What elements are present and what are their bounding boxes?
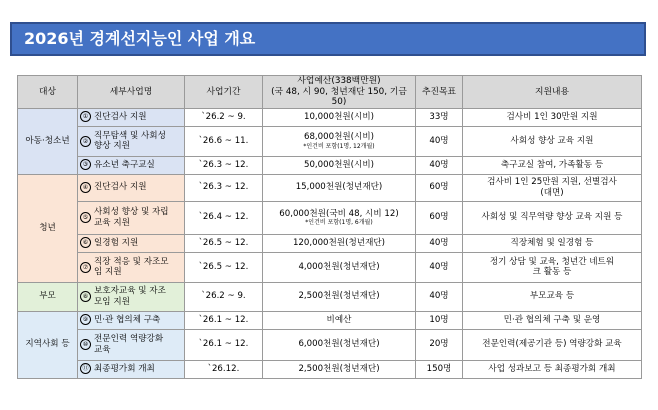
support: 정기 상담 및 교육, 청년간 네트워크 활동 등 — [463, 252, 642, 282]
number-badge: ⑥ — [80, 237, 91, 248]
number-badge: ⑦ — [80, 262, 91, 273]
support: 직장체험 및 일경험 등 — [463, 234, 642, 252]
header-budget-line1: 사업예산(338백만원) — [297, 76, 381, 86]
table-row — [18, 108, 642, 126]
support: 사회성 및 직무역량 향상 교육 지원 등 — [463, 201, 642, 234]
support: 전문인력(제공기관 등) 역량강화 교육 — [463, 329, 642, 360]
budget: 15,000천원(청년재단) — [263, 174, 416, 201]
budget: 비예산 — [263, 311, 416, 329]
goal: 60명 — [416, 174, 463, 201]
project-name: ②직무탐색 및 사회성 향상 지원 — [78, 126, 185, 156]
table-row — [18, 282, 642, 311]
group-target-local: 지역사회 등 — [18, 311, 78, 378]
budget: 50,000천원(시비) — [263, 156, 416, 174]
support: 부모교육 등 — [463, 282, 642, 311]
budget: 68,000천원(시비) *인건비 포함(1명, 12개월) — [263, 126, 416, 156]
header-goal: 추진목표 — [416, 76, 463, 109]
project-name: ⑥ 일경험 지원 — [78, 234, 185, 252]
budget: 4,000천원(청년재단) — [263, 252, 416, 282]
period: `26.1 ~ 12. — [185, 311, 263, 329]
period: `26.1 ~ 12. — [185, 329, 263, 360]
number-badge: ③ — [80, 159, 91, 170]
period: `26.3 ~ 12. — [185, 156, 263, 174]
period: `26.3 ~ 12. — [185, 174, 263, 201]
header-target: 대상 — [18, 76, 78, 109]
budget-note: *인건비 포함(1명, 12개월) — [303, 142, 375, 150]
budget: 2,500천원(청년재단) — [263, 360, 416, 378]
period: `26.12. — [185, 360, 263, 378]
support: 검사비 1인 30만원 지원 — [463, 108, 642, 126]
table-row — [18, 360, 642, 378]
table-row — [18, 126, 642, 156]
number-badge: ④ — [80, 182, 91, 193]
project-name: ⑩전문인력 역량강화 교육 — [78, 329, 185, 360]
budget: 10,000천원(시비) — [263, 108, 416, 126]
number-badge: ① — [80, 111, 91, 122]
header-period: 사업기간 — [185, 76, 263, 109]
project-name: ⑧보호자교육 및 자조모임 지원 — [78, 282, 185, 311]
goal: 40명 — [416, 156, 463, 174]
header-budget-line2: (국 48, 시 90, 청년재단 150, 기금 50) — [271, 86, 407, 107]
number-badge: ⑨ — [80, 314, 91, 325]
table-row — [18, 174, 642, 201]
table-row — [18, 311, 642, 329]
table-header-row — [18, 76, 642, 109]
number-badge: ⑩ — [80, 339, 91, 350]
support: 축구교실 참여, 가족활동 등 — [463, 156, 642, 174]
budget: 120,000천원(청년재단) — [263, 234, 416, 252]
period: `26.5 ~ 12. — [185, 234, 263, 252]
table-row — [18, 252, 642, 282]
project-name: ⑪ 최종평가회 개최 — [78, 360, 185, 378]
goal: 60명 — [416, 201, 463, 234]
goal: 40명 — [416, 126, 463, 156]
project-name: ⑦직장 적응 및 자조모임 지원 — [78, 252, 185, 282]
budget-note: *인건비 포함(1명, 6개월) — [305, 219, 373, 227]
period: `26.2 ~ 9. — [185, 282, 263, 311]
group-target-youth: 아동·청소년 — [18, 108, 78, 174]
budget: 6,000천원(청년재단) — [263, 329, 416, 360]
page-title: 2026년 경계선지능인 사업 개요 — [10, 22, 646, 56]
period: `26.2 ~ 9. — [185, 108, 263, 126]
support: 사업 성과보고 등 최종평가회 개최 — [463, 360, 642, 378]
budget: 2,500천원(청년재단) — [263, 282, 416, 311]
project-name: ③ 유소년 축구교실 — [78, 156, 185, 174]
goal: 40명 — [416, 282, 463, 311]
project-name: ④ 진단검사 지원 — [78, 174, 185, 201]
goal: 10명 — [416, 311, 463, 329]
project-table — [17, 75, 642, 379]
project-name: ⑨ 민·관 협의체 구축 — [78, 311, 185, 329]
header-budget — [263, 76, 416, 109]
number-badge: ⑧ — [80, 291, 91, 302]
period: `26.6 ~ 11. — [185, 126, 263, 156]
goal: 150명 — [416, 360, 463, 378]
header-support: 지원내용 — [463, 76, 642, 109]
header-project: 세부사업명 — [78, 76, 185, 109]
table-row — [18, 329, 642, 360]
support: 민·관 협의체 구축 및 운영 — [463, 311, 642, 329]
table-row — [18, 234, 642, 252]
goal: 20명 — [416, 329, 463, 360]
table-row — [18, 201, 642, 234]
group-target-parent: 부모 — [18, 282, 78, 311]
period: `26.4 ~ 12. — [185, 201, 263, 234]
budget: 60,000천원(국비 48, 시비 12) *인건비 포함(1명, 6개월) — [263, 201, 416, 234]
support: 사회성 향상 교육 지원 — [463, 126, 642, 156]
number-badge: ⑪ — [80, 363, 91, 374]
project-name: ① 진단검사 지원 — [78, 108, 185, 126]
number-badge: ⑤ — [80, 212, 91, 223]
period: `26.5 ~ 12. — [185, 252, 263, 282]
support: 검사비 1인 25만원 지원, 선별검사(대면) — [463, 174, 642, 201]
project-name: ⑤사회성 향상 및 자립교육 지원 — [78, 201, 185, 234]
goal: 33명 — [416, 108, 463, 126]
number-badge: ② — [80, 136, 91, 147]
group-target-young: 청년 — [18, 174, 78, 282]
goal: 40명 — [416, 234, 463, 252]
table-row — [18, 156, 642, 174]
goal: 40명 — [416, 252, 463, 282]
